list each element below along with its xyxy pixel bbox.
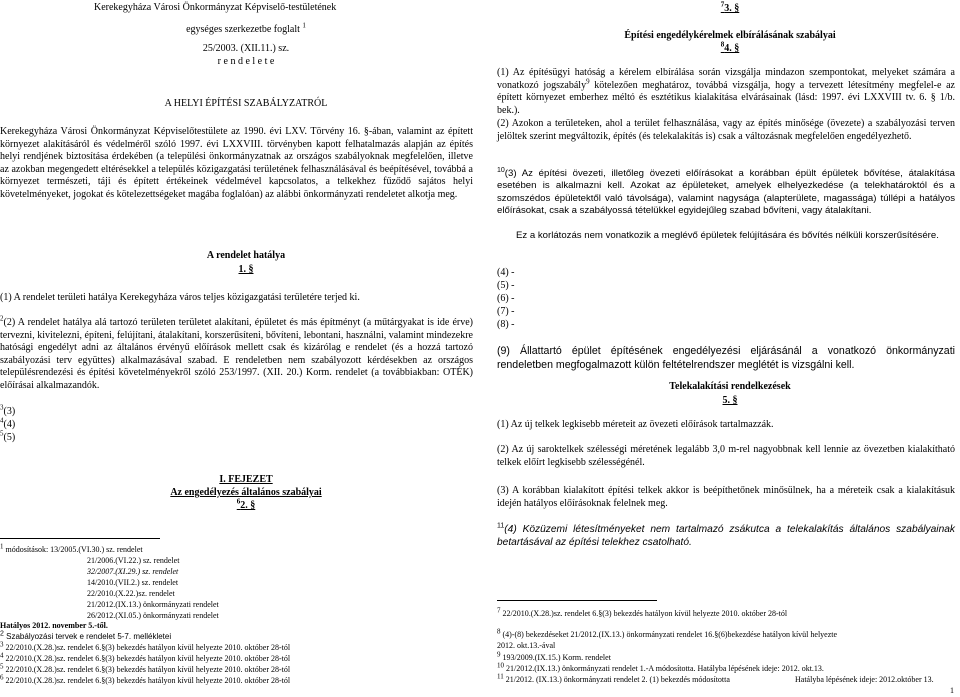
permit-p1: [497, 67, 955, 117]
scope-p3-text: (3): [3, 406, 16, 417]
footnote-ref-10: 10: [497, 166, 505, 174]
footnote-11: [497, 672, 730, 685]
footnote-8: [497, 627, 838, 640]
scope-p5-text: (5): [3, 432, 16, 443]
permit-p7: (7) -: [497, 306, 515, 317]
footnote-ref-1: 1: [302, 21, 306, 30]
footnote-ref-4: 4: [0, 416, 4, 425]
footnote-6-text: 22/2010.(X.28.)sz. rendelet 6.§(3) bekezdés hatályon kívül helyezte 2010. október 28-tól: [5, 676, 291, 685]
scope-paragraph-number: 1. §: [238, 264, 254, 275]
scope-p2-text: (2) A rendelet hatálya alá tartozó területen területet alakítani, épületet és más építményt (a műtárgyakat is ide érve) tervezni, kivitelezni, építeni, felújítani, átalakítani, korszerűsíteni, bővíteni, lebontani, használni, valamint mindezekre hatósági engedélyt adni az általános érvényű előírások mellett csak és kizárólag e rendelet (és a hozzá tartozó szabályozási terv együttes) alkalmazásával szabad. E rendeletben nem szabályozott kérdésekben az országos településrendezési és építési követelményekről szóló 253/1997. (XII. 20.) Korm. rendelet (a továbbiakban: OTÉK) előírásai alkalmazandók.: [0, 317, 473, 391]
footnote-9-text: 193/2009.(IX.15.) Korm. rendelet: [502, 653, 611, 662]
footnote-10-number: 10: [497, 661, 504, 670]
footnote-1-line: 21/2012.(IX.13.) önkormányzati rendelet: [87, 600, 219, 609]
permit-p3-text: (3) Az építési övezeti, illetőleg övezeti előírásokat a korábban épült épületek bővítése, átalakítása esetében is alkalmazni kell. Azokat az épületeket, amelyek elhelyezkedése (a telekhatároktól és a szomszédos épületektől való távolsága), valamint nagysága (alapterülete, magassága) túllépi a hatályos előírásokat, csak a szabályossá tételükkel egyidejűleg szabad bővíteni, vagy átalakítani.: [497, 168, 955, 217]
footnote-11-effective: Hatályba lépésének ideje: 2012.október 13.: [795, 675, 934, 684]
footnote-1-line: 22/2010.(X.22.)sz. rendelet: [87, 589, 175, 598]
footnote-5-text: 22/2010.(X.28.)sz. rendelet 6.§(3) bekezdés hatályon kívül helyezte 2010. október 28-tól: [5, 665, 291, 674]
footnote-divider-left: [0, 538, 160, 539]
permit-p2: (2) Azokon a területeken, ahol a terület felhasználása, vagy az építés minősége (övezete) a szabályozási terven jelöltek szerint megváltozik, építés (és telekalakítás is) csak a változásnak megfelelően engedélyezhető.: [497, 118, 955, 142]
footnote-ref-5: 5: [0, 429, 4, 438]
permit-p6: (6) -: [497, 293, 515, 304]
permit-p1-text-a: (1) Az építésügyi hatóság a kérelem elbírálása során vizsgálja mindazon szempontokat, melyeket számára a vonatkozó jogszabály: [497, 67, 955, 91]
permit-p9: (9) Állattartó épület építésének engedélyezési eljárásánál a vonatkozó önkormányzati rendeletben megfogalmazott külön feltételrendszer meglétét is vizsgálni kell.: [497, 345, 955, 371]
footnote-7: [497, 606, 788, 619]
footnote-3: [0, 640, 291, 653]
chapter-1-title: Az engedélyezés általános szabályai: [170, 487, 322, 498]
footnote-2-number: 2: [0, 630, 4, 638]
consolidated-text: egységes szerkezetbe foglalt: [186, 24, 300, 35]
footnote-9-number: 9: [497, 650, 501, 659]
lot-p1: (1) Az új telkek legkisebb méreteit az övezeti előírások tartalmazzák.: [497, 419, 774, 430]
footnote-1-line: 32/2007.(XI.29.) sz. rendelet: [87, 567, 179, 576]
preamble: Kerekegyháza Városi Önkormányzat Képviselőtestülete az 1990. évi LXV. Törvény 16. §-ában, valamint az épített környezet alakításáról és védelméről szóló 1997. évi LXXVIII. törvényben kapott felhatalmazás alapján az építés helyi rendjének biztosítása érdekében (a települési önkormányzatnak az országos szabályoknak megfelelően, illetve az azokban megengedett eltérésekkel a település közigazgatási területének felhasználásával és beépítésével, továbbá a környezet természeti, táji és épített értékeinek védelmével kapcsolatos, a telkekhez fűződő sajátos helyi követelményeket, jogokat és kötelezettségeket magába foglalóan) az alábbi önkormányzati rendeletet alkotja meg.: [0, 126, 473, 200]
paragraph-3-text: 3. §: [724, 3, 740, 14]
footnote-7-number: 7: [497, 606, 501, 615]
chapter-1: I. FEJEZET: [219, 474, 273, 485]
footnote-6: [0, 673, 291, 686]
footnote-6-number: 6: [0, 673, 4, 682]
permit-p3: [497, 168, 955, 218]
lot-p2: (2) Az új saroktelkek szélességi méretének legalább 3,0 m-rel nagyobbnak kell lennie az övezetben kialakítható telkek előírt legkisebb szélességénél.: [497, 444, 955, 468]
permit-p5: (5) -: [497, 280, 515, 291]
footnote-ref-7: 7: [720, 0, 725, 9]
footnote-1: [0, 542, 143, 555]
footnote-ref-9: 9: [586, 77, 590, 86]
footnote-4-text: 22/2010.(X.28.)sz. rendelet 6.§(3) bekezdés hatályon kívül helyezte 2010. október 28-tól: [5, 654, 291, 663]
footnote-5-number: 5: [0, 662, 4, 671]
footnote-2: [0, 632, 171, 642]
footnote-ref-2: 2: [0, 314, 4, 323]
footnote-3-text: 22/2010.(X.28.)sz. rendelet 6.§(3) bekezdés hatályon kívül helyezte 2010. október 28-tól: [5, 643, 291, 652]
lot-p4-text: (4) Közüzemi létesítményeket nem tartalmazó zsákutca a telekalakítás általános szabályainak betartásával az építési telekhez csatolható.: [497, 524, 955, 548]
footnote-ref-6: 6: [236, 497, 241, 506]
scope-p1: (1) A rendelet területi hatálya Kerekegyháza város teljes közigazgatási területére terjed ki.: [0, 292, 360, 303]
footnote-1-line: 14/2010.(VII.2.) sz. rendelet: [87, 578, 179, 587]
footnote-8-continued: 2012. okt.13.-ával: [497, 641, 556, 650]
footnote-8-text: (4)-(8) bekezdéseket 21/2012.(IX.13.) önkormányzati rendelet 16.§(6)bekezdése hatályon kívül helyezte: [502, 630, 838, 639]
footnote-ref-8: 8: [720, 40, 725, 49]
paragraph-2-text: 2. §: [240, 500, 256, 511]
scope-p2: [0, 314, 473, 393]
lot-p4: [497, 523, 955, 549]
footnote-1-line: 26/2012.(XI.05.) önkormányzati rendelet: [87, 611, 219, 620]
footnote-4: [0, 651, 291, 664]
paragraph-2: [90, 497, 402, 513]
footnote-3-number: 3: [0, 640, 4, 649]
footnote-10: [497, 661, 824, 674]
decree-number: 25/2003. (XII.11.) sz.: [202, 43, 290, 54]
decree-title: A HELYI ÉPÍTÉSI SZABÁLYZATRÓL: [164, 98, 328, 109]
footnote-11-number: 11: [497, 672, 504, 681]
footnote-ref-3: 3: [0, 403, 4, 412]
permit-rules-title: Építési engedélykérelmek elbírálásának szabályai: [624, 30, 836, 41]
footnote-1-effective: Hatályos 2012. november 5.-től.: [0, 621, 108, 630]
paragraph-4-text: 4. §: [724, 43, 740, 54]
scope-p4-text: (4): [3, 419, 16, 430]
footnote-1-label: módosítások: 13/2005.(VI.30.) sz. rendelet: [5, 545, 143, 554]
footnote-divider-right: [497, 600, 657, 601]
lot-p3: (3) A korábban kialakított építési telkek akkor is beépíthetőnek minősülnek, ha a méreteik csak a kialakításuk idején hatályos előírásoknak felelnek meg.: [497, 485, 955, 509]
page-number: 1: [950, 686, 954, 695]
footnote-4-number: 4: [0, 651, 4, 660]
footnote-1-line: 21/2006.(VI.22.) sz. rendelet: [87, 556, 180, 565]
permit-p4: (4) -: [497, 267, 515, 278]
footnote-1-number: 1: [0, 542, 4, 551]
permit-p3-exception: Ez a korlátozás nem vonatkozik a meglévő épületek felújítására és bővítés nélküli korszerűsítésére.: [516, 230, 939, 241]
footnote-10-text: 21/2012.(IX.13.) önkormányzati rendelet 1.-A módosította. Hatályba lépésének ideje: 2012. okt.13.: [506, 664, 824, 673]
footnote-2-text: Szabályozási tervek e rendelet 5-7. mellékletei: [6, 632, 172, 641]
footnote-ref-11: 11: [497, 522, 505, 530]
scope-title: A rendelet hatálya: [206, 250, 286, 261]
paragraph-3: [600, 0, 860, 16]
footnote-8-number: 8: [497, 627, 501, 636]
footnote-11-text: 21/2012. (IX.13.) önkormányzati rendelet 2. (1) bekezdés módosította: [505, 675, 730, 684]
permit-p1-text-b: kötelezően meghatároz, továbbá vizsgálja, hogy a tervezett létesítmény megfelel-e az épített környezet emberhez méltó és esztétikus kialakítása elvárásainak (lásd: 1997. évi LXXVIII tv. 6. § 1/b. bek.).: [497, 79, 956, 116]
paragraph-4: [600, 40, 860, 56]
scope-p5: [0, 429, 16, 445]
permit-p8: (8) -: [497, 319, 515, 330]
footnote-7-text: 22/2010.(X.28.)sz. rendelet 6.§(3) bekezdés hatályon kívül helyezte 2010. október 28-tól: [502, 609, 788, 618]
paragraph-5: 5. §: [722, 395, 738, 406]
footnote-5: [0, 662, 291, 675]
lot-formation-title: Telekalakítási rendelkezések: [669, 381, 791, 392]
footnote-9: [497, 650, 611, 663]
rendelete-label: r e n d e l e t e: [217, 56, 275, 67]
document-header: Kerekegyháza Városi Önkormányzat Képviselő-testületének: [94, 2, 337, 13]
consolidated-note: [140, 21, 352, 37]
